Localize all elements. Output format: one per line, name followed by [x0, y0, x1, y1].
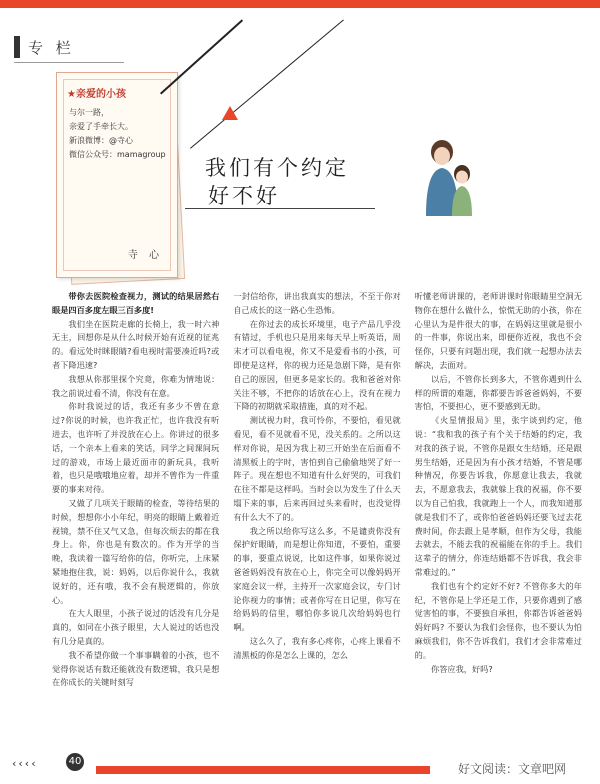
top-accent-bar	[0, 0, 600, 8]
paragraph: 你答应我，好吗?	[431, 663, 493, 674]
site-watermark: 好文阅读：文章吧网	[458, 762, 567, 776]
paragraph: 我想从你那里探个究竟，你难为情地说：我之前说过看不清，你没有在意。	[52, 373, 220, 398]
paragraph: 在你过去的成长环境里，电子产品几乎没有错过，手机也只是用来每天早上听英语，周末才可以看电视，你又不是爱看书的小孩，可即使是这样，你的视力还是急剧下降，是有你自己的原因，但更多是家长的。我和爸爸对你关注不够，不把你的话放在心上，没有在视力下降的初期就采取措施，真的对不起。	[233, 318, 401, 412]
author-card-wechat: 微信公众号：mamagroup	[69, 150, 166, 159]
paragraph: 测试视力时，我可怜你，不要怕，看见就看见，看不见就看不见，没关系的。之所以这样对你说，是因为我上初三开始坐在后面看不清黑板上的字时，害怕到自己偷偷地哭了好一阵子。现在想也不知道有什么好哭的，可我们在往不都是这样吗。当时会以为发生了什么天塌下来的事，后来再回过头来看时，也没觉得有什么大不了的。	[233, 415, 401, 522]
paragraph: 我们也有个约定好不好? 不管你多大的年纪，不管你是上学还是工作，只要你遇到了感觉害怕的事，不要独自承担，你都告诉爸爸妈妈好吗? 不要认为我们会怪你，也不要认为怕麻烦我们，你不告诉我们，我们才会非常难过的。	[414, 580, 582, 660]
author-signature: 寺 心	[127, 250, 163, 261]
article-body	[52, 290, 582, 730]
paragraph: 听懂老师讲课的，老师讲课时你眼睛里空洞无物你在想什么做什么，惊慌无助的小孩，你在心里认为是件很大的事，在妈妈这里就是很小的一件事，你说出来，即便你近视，我也不会怪你，只要有问题出现，我们就一起想办法去解决，去面对。	[414, 291, 582, 370]
article-column-3	[415, 290, 582, 730]
column-tag	[14, 36, 75, 58]
column-tag-label: 专 栏	[28, 38, 75, 57]
paragraph: 这么久了，我有多心疼你，心疼上课看不清黑板的你是怎么上课的，怎么	[233, 635, 401, 660]
paragraph: 一封信给你，讲出我真实的想法，不至于你对自己成长的这一路心生恐怖。	[233, 291, 401, 315]
decorative-diagonal-line	[190, 19, 344, 148]
decorative-triangle-icon	[222, 106, 238, 120]
paragraph: 我之所以给你写这么多，不是谴责你没有保护好眼睛，而是想让你知道，不要怕，重要的事，要重点说说，比如这件事，如果你说过爸爸妈妈没有放在心上，你完全可以像妈妈开家庭会议一样，主持开一次家庭会议，专门讨论你视力的事情；或者你写在日记里，你写在给妈妈的信里，哪怕你多说几次给妈妈也行啊。	[233, 525, 401, 633]
author-card-line: 与尔一路，	[69, 108, 109, 117]
paragraph: 《火星情报局》里，张宇谈到约定，他说：“我和我的孩子有个关于结婚的约定，我对我的孩子说，不管你是跟女生结婚，还是跟男生结婚，还是因为有小孩才结婚，不管是哪种情况，你要告诉我，你愿意让我去，我就去，不愿意我去，我就躲上我的祝福，你不要以为自己怕我，我就跑上一个人，而我知道那就是我们不了，或你怕爸爸妈妈还要飞过去花费时间，你去跟上是孝顺，但作为父母，我能去就去，不能去我的祝福能在你的手上。我们这辈子的情分，你连结婚都不告诉我，我会非常难过的。”	[414, 415, 582, 577]
title-underline	[185, 208, 375, 209]
article-title-line1: 我们有个约定	[205, 156, 349, 180]
page-number: 40	[66, 753, 84, 771]
mother-child-illustration-icon	[412, 130, 482, 220]
author-card-weibo: 新浪微博：@寺心	[69, 136, 133, 145]
paragraph: 以后，不管你长到多大，不管你遇到什么样的所谓的难题，你都要告诉爸爸妈妈，不要害怕，不要担心，更不要感到无助。	[414, 373, 582, 412]
article-title-line2: 好不好	[208, 184, 280, 208]
column-tag-marker	[14, 36, 20, 58]
column-tag-rule	[14, 62, 124, 63]
paragraph: 带你去医院检查视力，测试的结果居然右眼是四百多度左眼三百多度!	[52, 291, 220, 315]
author-card-line: 亲爱了手牵长大。	[69, 122, 133, 131]
paragraph: 在大人眼里，小孩子说过的话没有几分是真的，如同在小孩子眼里，大人说过的话也没有几分是真的。	[52, 608, 220, 646]
decorative-diagonal-line	[160, 19, 243, 94]
paragraph: 我不希望你做一个事事瞒着的小孩，也不觉得你说话有数还能就没有数逻辑，我只是想在你成长的关键时刻写	[52, 649, 220, 688]
paragraph: 又做了几项关于眼睛的检查，等待结果的时候，想想你小小年纪，明亮的眼睛上戴着近视镜，禁不住又气又急，但每次烦去的都在我身上。你，你也是有数次的。作为开学的当晚，我读着一篇写给你的信，你听完，上床紧紧地抱住我，说：妈妈，以后你说什么，我就说好的，还有哦，我不会有脱逻辑的，你放心。	[52, 497, 220, 605]
author-card	[56, 72, 178, 278]
page-arrows-icon: ‹‹‹‹	[12, 757, 38, 770]
paragraph: 我们坐在医院走廊的长椅上，我一时六神无主，回想你是从什么时候开始有近视的征兆的。看远处时眯眼睛?看电视时需要凑近吗?或者下降迅速?	[52, 318, 220, 370]
author-card-title: ★亲爱的小孩	[67, 89, 126, 100]
paragraph: 你时我说过的话，我还有多少不曾在意过?你说的时候，也许我正忙，也许我没有听进去，也许听了并没放在心上。你讲过的很多话，一个亲本上看来的笑话，同学之间课间玩过的游戏，市场上最近面市的新玩具，我听着，也只是哦哦地应着，却并不曾作为一件重要的事来对待。	[52, 401, 220, 495]
article-column-2	[233, 290, 400, 730]
article-column-1	[52, 290, 219, 730]
footer-accent-bar	[96, 766, 430, 774]
